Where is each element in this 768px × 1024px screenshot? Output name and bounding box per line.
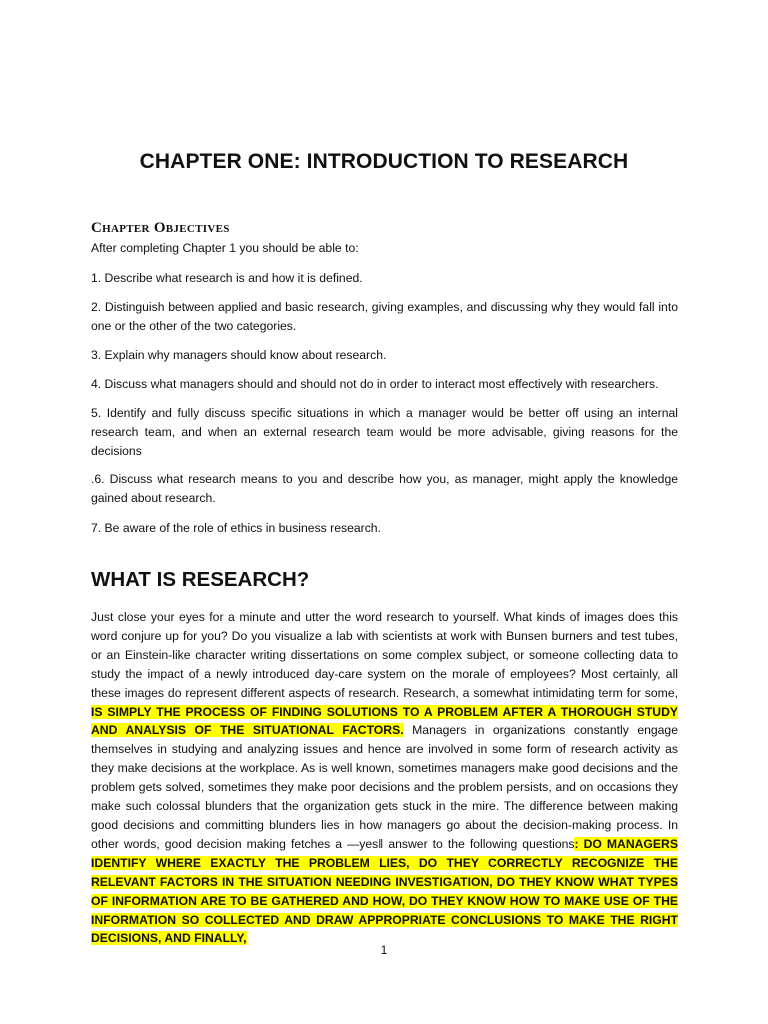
page-number: 1 [380, 943, 388, 957]
objectives-heading: Chapter Objectives [91, 220, 230, 236]
body-text: Just close your eyes for a minute and utter the word research to yourself. What kinds of images does this word conjure up for you? Do you visualize a lab with scientists at work with Bunsen burners and test tubes, or an Einstein-like character writing dissertations on some complex subject, or someone collecting data to study the impact of a newly introduced day-care system on the morale of employees? Most certainly, all these images do represent different aspects of research. Research, a somewhat intimidating term for some, [91, 610, 678, 700]
highlighted-text: : DO MANAGERS IDENTIFY WHERE EXACTLY THE PROBLEM LIES, DO THEY CORRECTLY RECOGNIZE THE RELEVANT FACTORS IN THE SITUATION NEEDING INVESTIGATION, DO THEY KNOW WHAT TYPES OF INFORMATION ARE TO BE GATHERED AND HOW, DO THEY KNOW HOW TO MAKE USE OF THE INFORMATION SO COLLECTED AND DRAW APPROPRIATE CONCLUSIONS TO MAKE THE RIGHT DECISIONS, AND FINALLY, [91, 836, 678, 946]
body-paragraph [91, 608, 678, 948]
chapter-title: CHAPTER ONE: INTRODUCTION TO RESEARCH [139, 150, 629, 173]
objective-item: 2. Distinguish between applied and basic research, giving examples, and discussing why they would fall into one or the other of the two categories. [91, 300, 678, 333]
section-heading: WHAT IS RESEARCH? [91, 568, 310, 591]
objective-item: .6. Discuss what research means to you and describe how you, as manager, might apply the knowledge gained about research. [91, 472, 678, 505]
objective-item: 1. Describe what research is and how it is defined. [91, 271, 363, 285]
objectives-intro: After completing Chapter 1 you should be able to: [91, 241, 359, 255]
objective-item: 5. Identify and fully discuss specific situations in which a manager would be better off using an internal research team, and when an external research team would be more advisable, giving reasons for the decisions [91, 406, 678, 458]
objective-item: 3. Explain why managers should know about research. [91, 348, 387, 362]
objective-item: 7. Be aware of the role of ethics in business research. [91, 521, 381, 535]
body-text: Managers in organizations constantly engage themselves in studying and analyzing issues and hence are involved in some form of research activity as they make decisions at the workplace. As is well known, sometimes managers make good decisions and the problem gets solved, sometimes they make poor decisions and the problem persists, and on occasions they make such colossal blunders that the organization gets stuck in the mire. The difference between making good decisions and committing blunders lies in how managers go about the decision-making process. In other words, good decision making fetches a —yes‖ answer to the following questions [91, 723, 678, 851]
objective-item: 4. Discuss what managers should and should not do in order to interact most effectively with researchers. [91, 377, 659, 391]
highlighted-text: IS SIMPLY THE PROCESS OF FINDING SOLUTIONS TO A PROBLEM AFTER A THOROUGH STUDY AND ANALYSIS OF THE SITUATIONAL FACTORS. [91, 704, 678, 738]
